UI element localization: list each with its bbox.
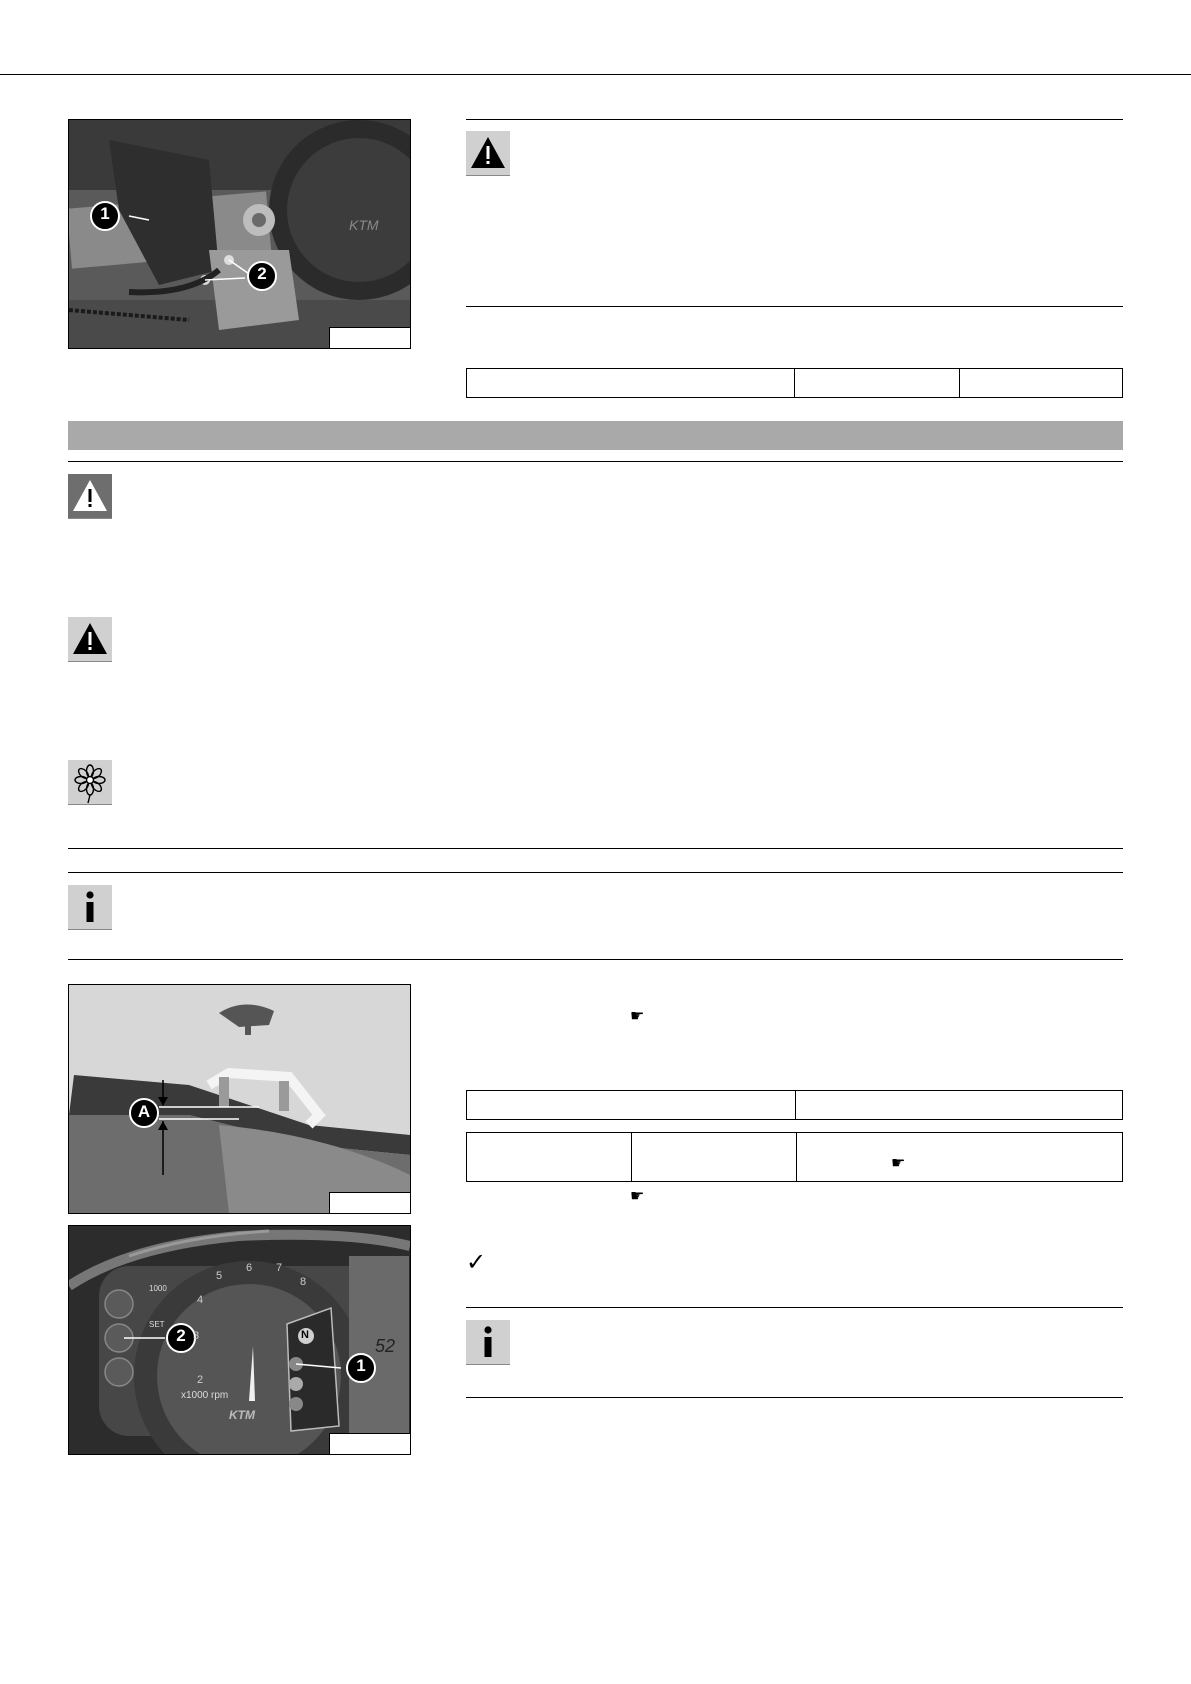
warning-block-bottom-rule — [466, 306, 1123, 307]
warning-icon — [68, 617, 112, 662]
info-block-top-rule — [466, 1307, 1123, 1308]
table-cell — [467, 369, 795, 398]
check-icon: ✓ — [466, 1248, 487, 1276]
table-cell — [796, 1091, 1123, 1120]
cross-reference-icon[interactable]: ☛ — [891, 1153, 906, 1172]
table-row — [467, 369, 1123, 398]
button-label-set: SET — [149, 1320, 165, 1329]
header-rule — [0, 74, 1191, 75]
cross-reference-icon[interactable]: ☛ — [630, 1186, 645, 1205]
warning-block-top-rule — [466, 119, 1123, 120]
section-rule — [68, 848, 1123, 849]
callout-2: 2 — [257, 264, 267, 283]
figure-id-box — [329, 327, 410, 348]
display-readout: 52 — [375, 1336, 396, 1356]
figure-id-box — [329, 1433, 410, 1454]
table-cell — [467, 1091, 796, 1120]
table-row — [467, 1091, 1123, 1120]
tach-label-3: 3 — [193, 1330, 200, 1342]
callout-2: 2 — [176, 1326, 186, 1345]
table-row — [467, 1133, 1123, 1182]
info-block-bottom-rule — [466, 1397, 1123, 1398]
callout-a: A — [137, 1102, 151, 1121]
spec-table-3 — [466, 1132, 1123, 1182]
warning-icon — [466, 131, 510, 176]
tach-unit: x1000 rpm — [181, 1390, 229, 1401]
ktm-logo: KTM — [229, 1408, 255, 1422]
section-heading-bar — [68, 421, 1123, 450]
table-cell — [960, 369, 1123, 398]
info-icon — [466, 1320, 510, 1365]
table-cell — [795, 369, 960, 398]
tach-label-2: 2 — [197, 1374, 204, 1386]
neutral-indicator: N — [301, 1329, 309, 1341]
dashboard-photo — [68, 1225, 411, 1455]
tach-label-4: 4 — [197, 1294, 204, 1306]
tach-label-5: 5 — [216, 1270, 223, 1282]
tach-label-8: 8 — [300, 1276, 307, 1288]
environment-icon — [68, 760, 112, 805]
figure-id-box — [329, 1192, 410, 1213]
tach-label-7: 7 — [276, 1262, 283, 1274]
section-rule — [68, 872, 1123, 873]
tach-label-6: 6 — [246, 1262, 253, 1274]
seat-gap-photo — [68, 984, 411, 1214]
danger-icon — [68, 474, 112, 519]
callout-1: 1 — [100, 204, 110, 223]
cross-reference-icon[interactable]: ☛ — [630, 1006, 645, 1025]
info-icon — [68, 885, 112, 930]
callout-1: 1 — [356, 1356, 366, 1375]
section-rule — [68, 959, 1123, 960]
footrest-bracket-photo — [68, 119, 411, 349]
spec-table-1 — [466, 368, 1123, 398]
table-cell — [632, 1133, 797, 1182]
table-cell — [797, 1133, 1123, 1182]
spec-table-2 — [466, 1090, 1123, 1120]
table-cell — [467, 1133, 632, 1182]
svg-text:KTM: KTM — [349, 217, 379, 233]
button-label-1000: 1000 — [149, 1284, 167, 1293]
section-rule — [68, 461, 1123, 462]
